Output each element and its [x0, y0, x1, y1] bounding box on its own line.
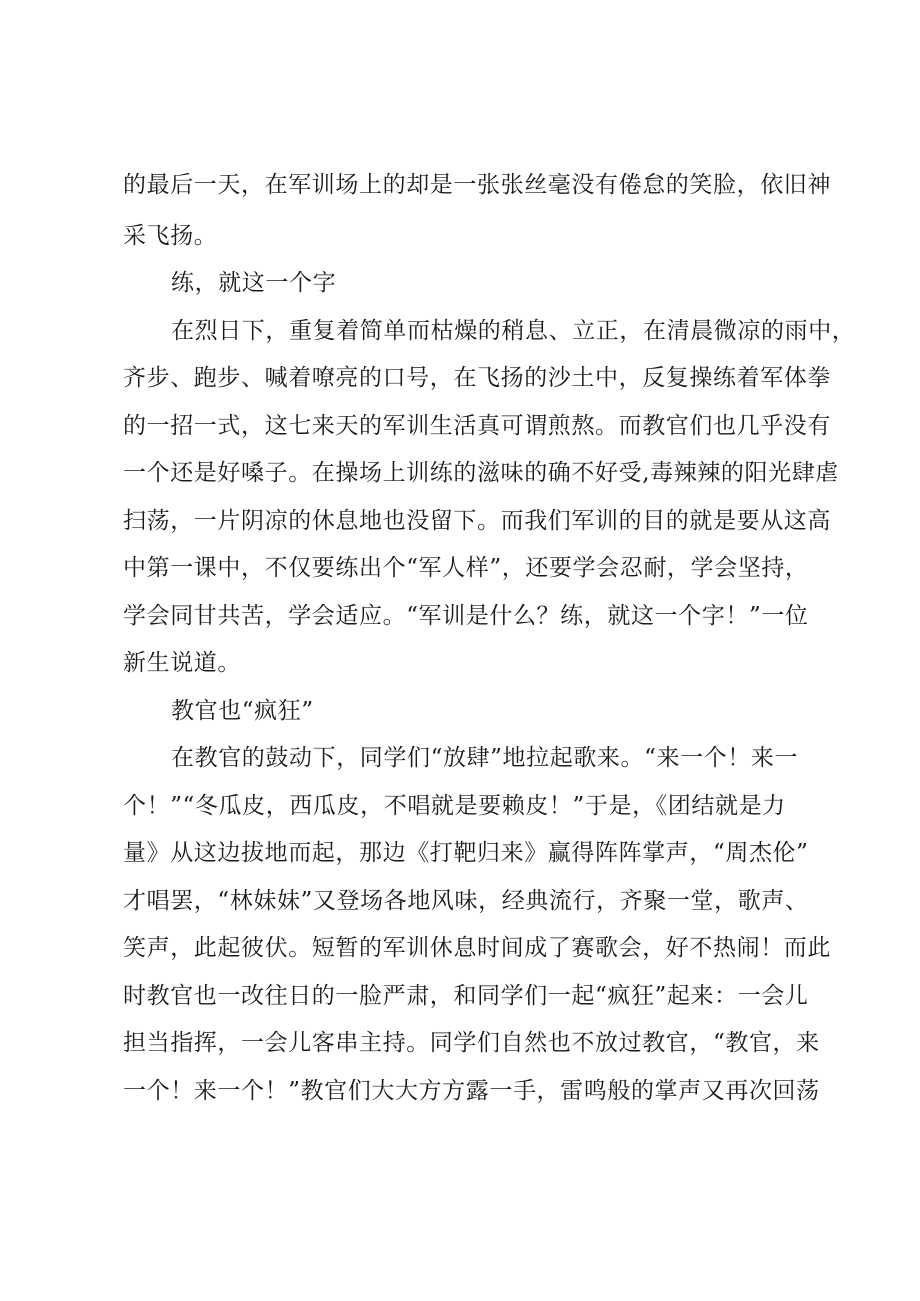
- text-line: 齐步、跑步、喊着嘹亮的口号，在飞扬的沙土中，反复操练着军体拳: [123, 365, 831, 391]
- text-line: 采飞扬。: [123, 223, 218, 249]
- text-line: 一个！来一个！”教官们大大方方露一手，雷鸣般的掌声又再次回荡: [123, 1078, 820, 1104]
- text-line: 新生说道。: [123, 650, 241, 676]
- text-line: 才唱罢，“林妹妹”又登场各地风味，经典流行，齐聚一堂，歌声、: [123, 888, 809, 914]
- text-line: 中第一课中，不仅要练出个“军人样”，还要学会忍耐，学会坚持，: [123, 555, 809, 581]
- text-line: 学会同甘共苦，学会适应。“军训是什么？练，就这一个字！”一位: [123, 603, 809, 629]
- text-line: 个！”“冬瓜皮，西瓜皮，不唱就是要赖皮！”于是，《团结就是力: [123, 793, 786, 819]
- text-line: 笑声，此起彼伏。短暂的军训休息时间成了赛歌会，好不热闹！而此: [123, 935, 831, 961]
- text-line: 的最后一天，在军训场上的却是一张张丝毫没有倦怠的笑脸，依旧神: [123, 172, 831, 198]
- text-line: 量》从这边拔地而起，那边《打靶归来》赢得阵阵掌声，“周杰伦”: [123, 840, 809, 866]
- text-line: 的一招一式，这七来天的军训生活真可谓煎熬。而教官们也几乎没有: [123, 413, 831, 439]
- text-line: 担当指挥，一会儿客串主持。同学们自然也不放过教官，“教官，来: [123, 1030, 820, 1056]
- text-line: 在教官的鼓动下，同学们“放肆”地拉起歌来。“来一个！来一: [171, 745, 799, 771]
- section-heading: 教官也“疯狂”: [171, 698, 314, 724]
- text-line: 扫荡，一片阴凉的休息地也没留下。而我们军训的目的就是要从这高: [123, 508, 831, 534]
- text-line: 一个还是好嗓子。在操场上训练的滋味的确不好受,毒辣辣的阳光肆虐: [123, 460, 839, 486]
- section-heading: 练，就这一个字: [171, 270, 337, 296]
- text-line: 时教官也一改往日的一脸严肃，和同学们一起“疯狂”起来：一会儿: [123, 983, 809, 1009]
- text-line: 在烈日下，重复着简单而枯燥的稍息、立正，在清晨微凉的雨中，: [171, 318, 856, 344]
